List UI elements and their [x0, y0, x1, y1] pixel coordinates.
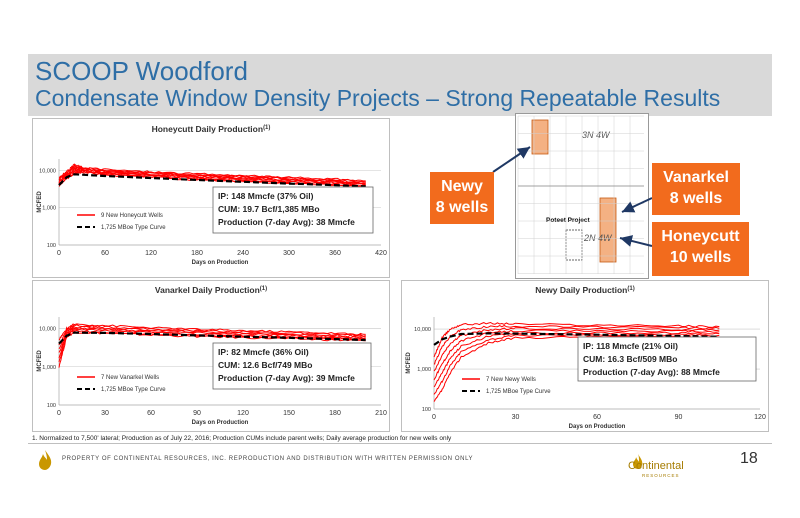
vanarkel-arrow: [622, 198, 652, 212]
chart-title: Honeycutt Daily Production$^{(1)}$: [151, 124, 271, 134]
stats-prod: Production (7-day Avg): 38 Mmcfe: [218, 217, 355, 227]
newy-callout-name: Newy: [441, 178, 483, 195]
y-tick-label: 100: [46, 403, 56, 409]
y-tick-label: 100: [46, 243, 56, 249]
legend-label-type-curve: 1,725 MBoe Type Curve: [101, 225, 166, 231]
x-tick-label: 120: [145, 250, 157, 257]
x-axis-label: Days on Production: [191, 420, 249, 426]
logo-wordmark: Continental: [628, 460, 684, 472]
x-axis-label: Days on Production: [568, 424, 626, 430]
legend-label-type-curve: 1,725 MBoe Type Curve: [101, 387, 166, 393]
y-tick-label: 10,000: [414, 327, 431, 334]
township-label-3n4w: 3N 4W: [582, 130, 610, 140]
stats-prod: Production (7-day Avg): 88 Mmcfe: [583, 367, 720, 377]
y-tick-label: 1,000: [42, 205, 56, 212]
x-tick-label: 0: [57, 410, 61, 417]
page-number: 18: [740, 450, 758, 467]
y-axis-label: MCFED: [37, 350, 43, 372]
honeycutt-callout-wells: 10 wells: [669, 249, 732, 266]
x-tick-label: 90: [193, 410, 201, 417]
x-tick-label: 60: [101, 250, 109, 257]
stats-ip: IP: 148 Mmcfe (37% Oil): [218, 191, 314, 201]
x-tick-label: 120: [754, 414, 766, 421]
x-tick-label: 420: [375, 250, 387, 257]
x-tick-label: 60: [593, 414, 601, 421]
stats-cum: CUM: 16.3 Bcf/509 MBo: [583, 354, 678, 364]
legend-label-series: 9 New Honeycutt Wells: [101, 213, 163, 219]
x-tick-label: 0: [432, 414, 436, 421]
continental-logo: [628, 452, 708, 480]
newy-arrow: [493, 147, 530, 172]
x-tick-label: 30: [511, 414, 520, 421]
chart-title-superscript: (1): [627, 286, 635, 292]
x-axis-label: Days on Production: [191, 260, 249, 266]
legend-label-type-curve: 1,725 MBoe Type Curve: [486, 389, 551, 395]
vanarkel-callout: [652, 163, 740, 215]
stats-ip: IP: 118 Mmcfe (21% Oil): [583, 341, 678, 351]
logo-subtext: RESOURCES: [642, 473, 680, 478]
stats-cum: CUM: 12.6 Bcf/749 MBo: [218, 360, 313, 370]
vanarkel-callout-wells: 8 wells: [669, 190, 723, 207]
flame-icon: [36, 449, 54, 471]
property-notice: PROPERTY OF CONTINENTAL RESOURCES, INC. REPRODUCTION AND DISTRIBUTION WITH WRITTEN PERMISSION ONLY: [62, 456, 474, 462]
x-tick-label: 150: [283, 410, 295, 417]
x-tick-label: 30: [101, 410, 109, 417]
x-tick-label: 300: [283, 250, 295, 257]
stats-ip: IP: 82 Mmcfe (36% Oil): [218, 347, 309, 357]
honeycutt-callout: [652, 222, 749, 276]
y-axis-label: MCFED: [37, 191, 43, 213]
x-tick-label: 360: [329, 250, 341, 257]
y-tick-label: 1,000: [417, 367, 431, 374]
newy-callout: [430, 172, 494, 224]
chart-title: Vanarkel Daily Production$^{(1)}$: [154, 285, 268, 295]
stats-prod: Production (7-day Avg): 39 Mmcfe: [218, 373, 355, 383]
page-subtitle: Condensate Window Density Projects – Strong Repeatable Results: [35, 85, 721, 111]
chart-title-superscript: (1): [263, 125, 271, 131]
y-axis-label: MCFED: [406, 352, 412, 374]
x-tick-label: 90: [674, 414, 683, 421]
x-tick-label: 240: [237, 250, 249, 257]
legend-label-series: 7 New Vanarkel Wells: [101, 375, 160, 381]
y-tick-label: 10,000: [39, 326, 56, 333]
x-tick-label: 180: [191, 250, 203, 257]
honeycutt-arrow: [620, 238, 652, 246]
x-tick-label: 120: [237, 410, 249, 417]
legend-label-series: 7 New Newy Wells: [486, 377, 536, 383]
honeycutt-callout-name: Honeycutt: [661, 228, 740, 245]
x-tick-label: 0: [57, 250, 61, 257]
y-tick-label: 100: [421, 407, 431, 413]
page-title: SCOOP Woodford: [35, 56, 248, 86]
x-tick-label: 60: [147, 410, 155, 417]
x-tick-label: 180: [329, 410, 341, 417]
poteet-project-label: Poteet Project: [546, 217, 590, 224]
township-label-2n4w: 2N 4W: [584, 233, 612, 243]
x-tick-label: 210: [375, 410, 387, 417]
stats-cum: CUM: 19.7 Bcf/1,385 MBo: [218, 204, 320, 214]
vanarkel-callout-name: Vanarkel: [663, 169, 729, 186]
newy-callout-wells: 8 wells: [435, 199, 489, 216]
y-tick-label: 1,000: [42, 364, 56, 371]
y-tick-label: 10,000: [39, 168, 56, 175]
footer-divider: [28, 443, 772, 444]
footnote: 1. Normalized to 7,500' lateral; Production as of July 22, 2016; Production CUMs include parent wells; Daily average production for new wells only: [32, 435, 452, 442]
chart-title: Newy Daily Production$^{(1)}$: [535, 285, 635, 295]
chart-title-superscript: (1): [259, 286, 268, 292]
